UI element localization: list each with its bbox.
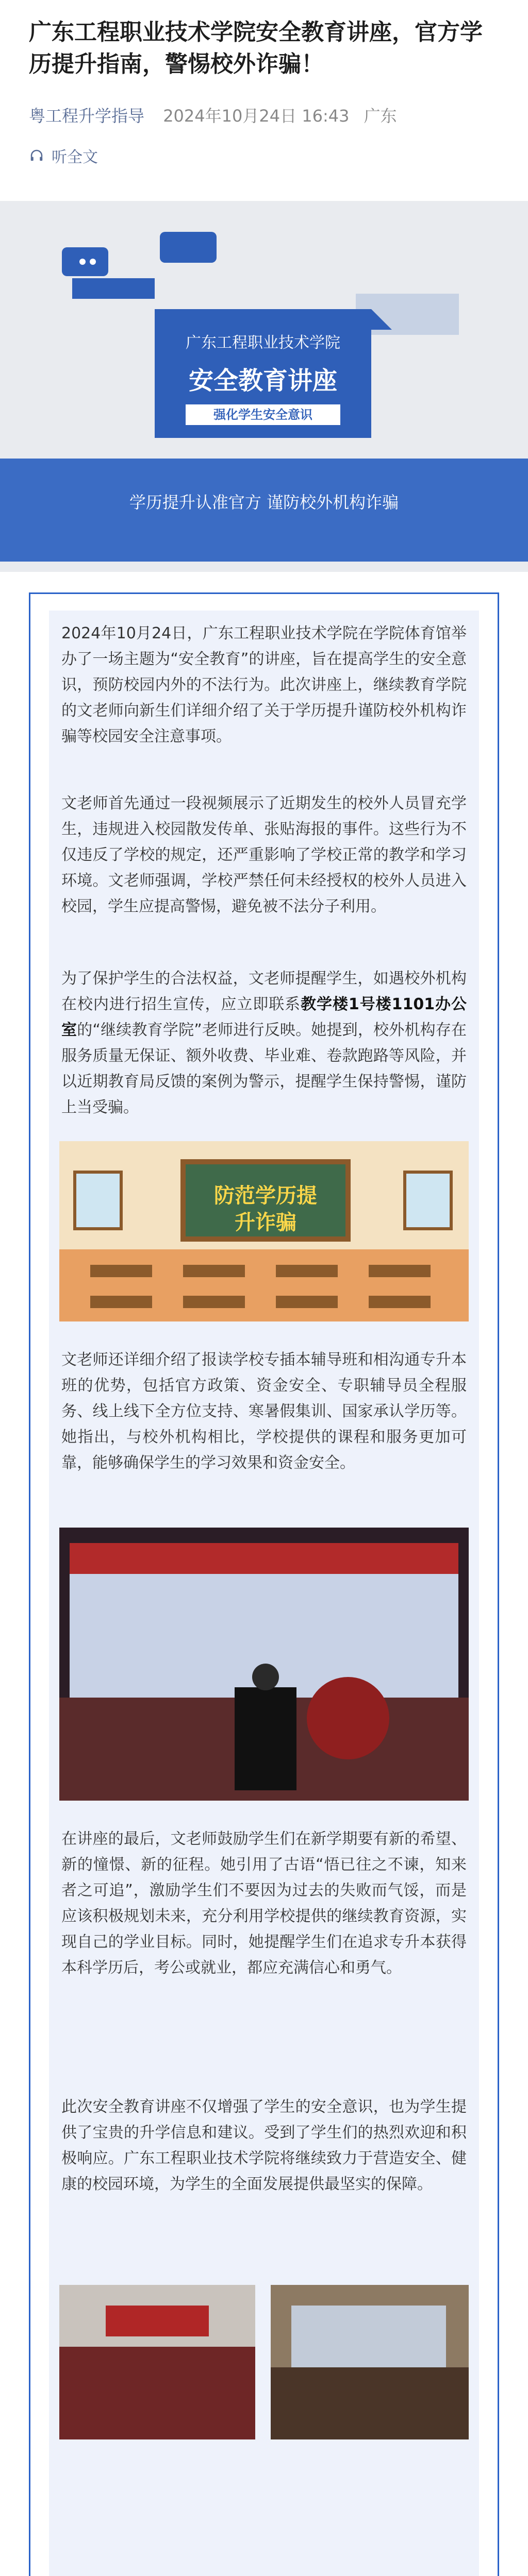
headphones-icon bbox=[29, 148, 44, 163]
listen-button[interactable] bbox=[29, 139, 499, 172]
poster-title-box bbox=[155, 309, 371, 438]
paragraph-3-part-2: 的“继续教育学院”老师进行反映。她提到，校外机构存在服务质量无保证、额外收费、毕业难、卷款跑路等风险，并以近期教育局反馈的案例为警示，提醒学生保持警惕，谨防上当受骗。 bbox=[61, 1021, 467, 1116]
office-address-highlight: 教学楼1号楼1101办公室 bbox=[61, 995, 467, 1039]
listen-label: 听全文 bbox=[52, 148, 98, 166]
publish-location: 广东 bbox=[364, 106, 397, 126]
poster-school: 广东工程职业技术学院 bbox=[186, 334, 340, 352]
illustration-caption: 防范学历提升诈骗 bbox=[214, 1184, 317, 1234]
article-title: 广东工程职业技术学院安全教育讲座，官方学历提升指南，警惕校外诈骗！ bbox=[29, 19, 483, 77]
publish-date: 2024年10月24日 16:43 bbox=[163, 106, 350, 126]
paragraph-3-part-1: 为了保护学生的合法权益，文老师提醒学生，如遇校外机构在校内进行招生宣传，应立即联系 bbox=[61, 970, 467, 1013]
paragraph-5: 在讲座的最后，文老师鼓励学生们在新学期要有新的希望、新的憧憬、新的征程。她引用了古语“悟已往之不谏，知来者之可追”，激励学生们不要因为过去的失败而气馁，而是应该积极规划未来，充分利用学校提供的继续教育资源，实现自己的学业目标。同时，她提醒学生们在追求专升本获得本科学历后，考公或就业，都应充满信心和勇气。 bbox=[61, 1830, 467, 1977]
article-header bbox=[0, 0, 528, 185]
paragraph-2: 文老师首先通过一段视频展示了近期发生的校外人员冒充学生，违规进入校园散发传单、张贴海报的事件。这些行为不仅违反了学校的规定，还严重影响了学校正常的教学和学习环境。文老师强调，学校严禁任何未经授权的校外人员进入校园，学生应提高警惕，避免被不法分子利用。 bbox=[61, 794, 467, 916]
poster-tag: 强化学生安全意识 bbox=[186, 404, 340, 425]
lecture-photo bbox=[59, 1528, 469, 1801]
poster-headline: 安全教育讲座 bbox=[188, 366, 337, 395]
poster-band-text: 学历提升认准官方 谨防校外机构诈骗 bbox=[129, 493, 399, 512]
auditorium-photo-1-drawing bbox=[59, 2285, 255, 2439]
article-body bbox=[49, 611, 479, 2576]
auditorium-photo-2-drawing bbox=[271, 2285, 469, 2439]
paragraph-1: 2024年10月24日，广东工程职业技术学院在学院体育馆举办了一场主题为“安全教育”的讲座，旨在提高学生的安全意识，预防校园内外的不法行为。此次讲座上，继续教育学院的文老师向新生们详细介绍了关于学历提升谨防校外机构诈骗等校园安全注意事项。 bbox=[61, 624, 467, 745]
auditorium-photo-2 bbox=[271, 2285, 469, 2439]
article-meta bbox=[29, 103, 397, 127]
account-name-link[interactable]: 粤工程升学指导 bbox=[29, 106, 145, 126]
paragraph-4: 文老师还详细介绍了报读学校专插本辅导班和相沟通专升本班的优势，包括官方政策、资金安全、专职辅导员全程服务、线上线下全方位支持、寒暑假集训、国家承认学历等。她指出，与校外机构相比，学校提供的课程和服务更加可靠，能够确保学生的学习效果和资金安全。 bbox=[61, 1351, 467, 1472]
banner-poster bbox=[0, 201, 528, 572]
poster-band bbox=[0, 459, 528, 562]
classroom-illustration bbox=[59, 1141, 469, 1321]
article-body-card bbox=[29, 592, 499, 2576]
paragraph-6: 此次安全教育讲座不仅增强了学生的安全意识，也为学生提供了宝贵的升学信息和建议。受到了学生们的热烈欢迎和积极响应。广东工程职业技术学院将继续致力于营造安全、健康的校园环境，为学生的全面发展提供最坚实的保障。 bbox=[61, 2098, 467, 2193]
lecture-photo-drawing bbox=[59, 1528, 469, 1801]
auditorium-photo-1 bbox=[59, 2285, 255, 2439]
paragraph-3 bbox=[61, 966, 467, 1121]
